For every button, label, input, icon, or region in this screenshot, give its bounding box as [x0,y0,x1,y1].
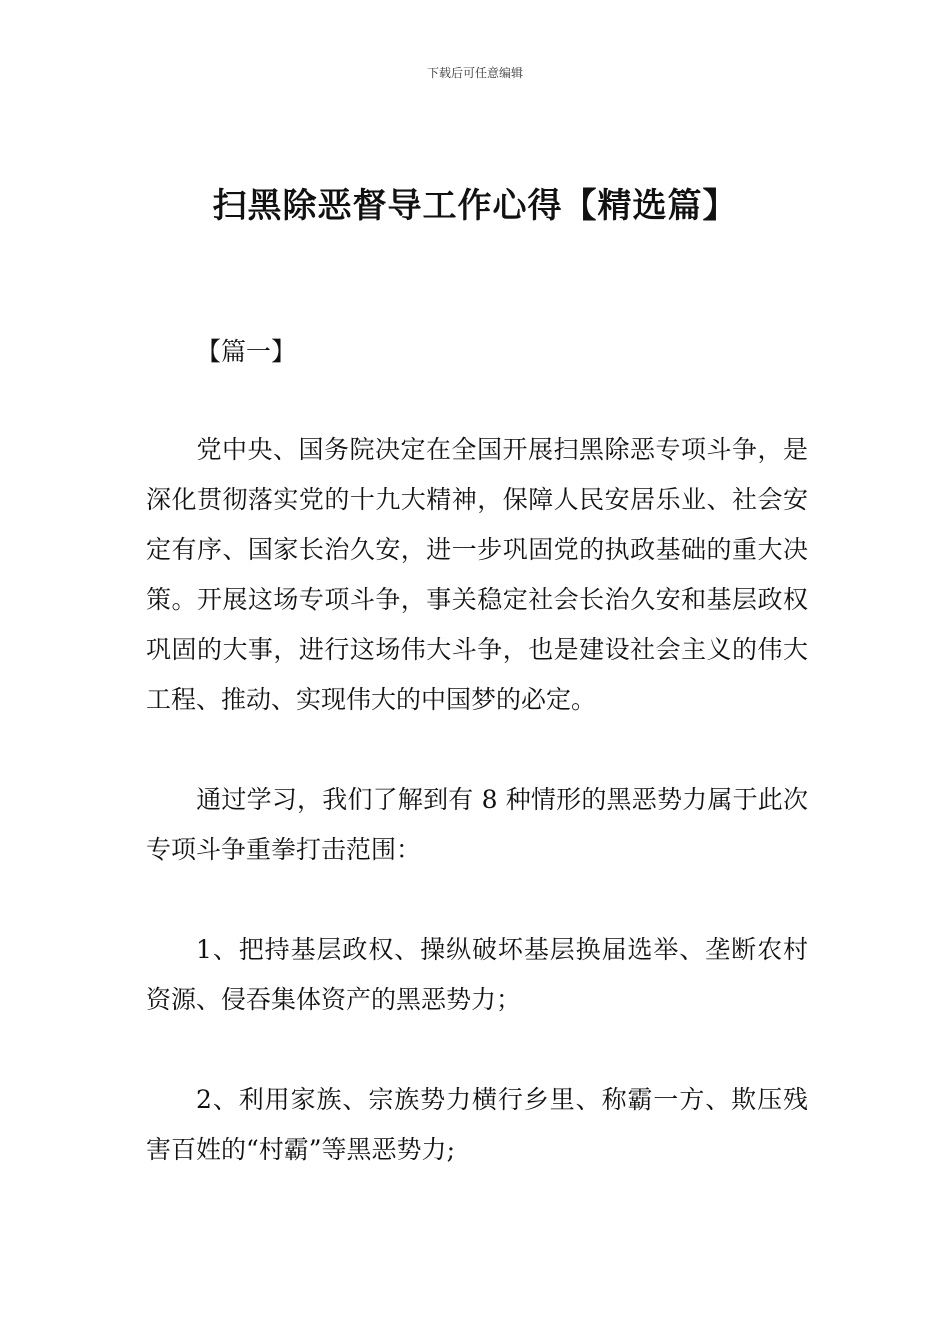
paragraph-3 [146,925,808,1025]
paragraph-2-text: 通过学习，我们了解到有 8 种情形的黑恶势力属于此次专项斗争重拳打击范围： [146,785,808,864]
paragraph-4-text: 2、利用家族、宗族势力横行乡里、称霸一方、欺压残害百姓的“村霸”等黑恶势力; [146,1085,808,1164]
paragraph-3-text: 1、把持基层政权、操纵破坏基层换届选举、垄断农村资源、侵吞集体资产的黑恶势力； [146,935,808,1014]
paragraph-1-text: 党中央、国务院决定在全国开展扫黑除恶专项斗争，是深化贯彻落实党的十九大精神，保障人民安居乐业、社会安定有序、国家长治久安，进一步巩固党的执政基础的重大决策。开展这场专项斗争，事关稳定社会长治久安和基层政权巩固的大事，进行这场伟大斗争，也是建设社会主义的伟大工程、推动、实现伟大的中国梦的必定。 [146,435,808,714]
paragraph-1 [146,425,808,725]
paragraph-2 [146,775,808,875]
paragraph-4 [146,1075,808,1175]
document-title: 扫黑除恶督导工作心得【精选篇】 [212,186,738,226]
page-header-note: 下载后可任意编辑 [426,66,523,80]
section-heading: 【篇一】 [196,337,297,366]
